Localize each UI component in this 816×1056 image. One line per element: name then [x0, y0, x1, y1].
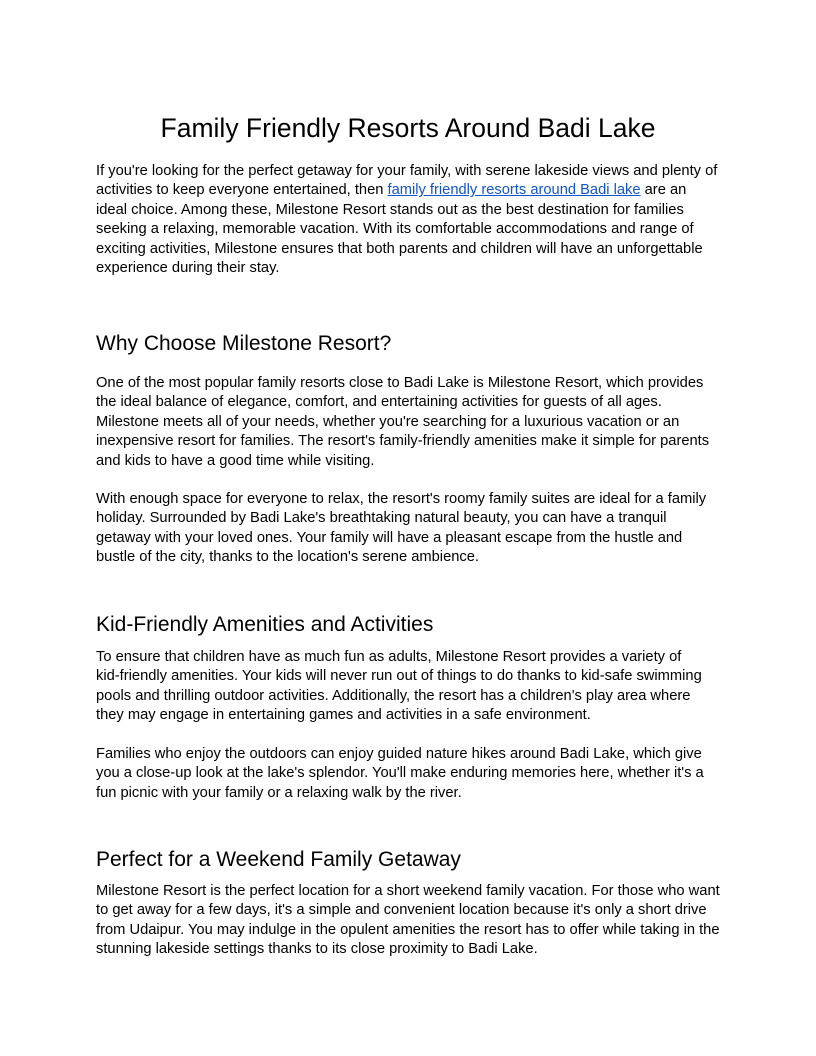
intro-paragraph — [96, 162, 736, 278]
text-line: and kids to have a good time while visiting. — [96, 452, 375, 469]
text-line: exciting activities, Milestone ensures that both parents and children will have an unforgettable — [96, 240, 703, 257]
text-line: pools and thrilling outdoor activities. Additionally, the resort has a children's play area where — [96, 687, 691, 704]
text-line: from Udaipur. You may indulge in the opulent amenities the resort has to offer while taking in the — [96, 921, 720, 938]
paragraph — [96, 374, 736, 471]
text-line: If you're looking for the perfect getaway for your family, with serene lakeside views and plenty of — [96, 163, 718, 179]
text-line: Milestone Resort is the perfect location for a short weekend family vacation. For those who want — [96, 883, 720, 899]
text-line: Milestone meets all of your needs, whether you're searching for a luxurious vacation or an — [96, 413, 680, 430]
text-line: inexpensive resort for families. The resort's family-friendly amenities make it simple for parents — [96, 433, 710, 450]
resorts-link[interactable]: family friendly resorts around Badi lake — [387, 182, 641, 199]
section-heading: Kid-Friendly Amenities and Activities — [96, 613, 434, 636]
text-line: One of the most popular family resorts close to Badi Lake is Milestone Resort, which provides — [96, 375, 704, 391]
text-line: to get away for a few days, it's a simple and convenient location because it's only a short drive — [96, 902, 707, 919]
text-line: you a close-up look at the lake's splendor. You'll make enduring memories here, whether it's a — [96, 765, 704, 782]
paragraph — [96, 648, 736, 726]
text-line: seeking a relaxing, memorable vacation. With its comfortable accommodations and range of — [96, 221, 694, 238]
text-line: bustle of the city, thanks to the location's serene ambience. — [96, 549, 479, 566]
section-heading: Perfect for a Weekend Family Getaway — [96, 848, 461, 871]
text-line: fun picnic with your family or a relaxing walk by the river. — [96, 784, 462, 801]
text-line: they may engage in entertaining games and activities in a safe environment. — [96, 707, 591, 724]
paragraph — [96, 490, 736, 568]
text-line: kid-friendly amenities. Your kids will never run out of things to do thanks to kid-safe swimming — [96, 668, 702, 685]
text-line: experience during their stay. — [96, 260, 280, 277]
text-line: Families who enjoy the outdoors can enjoy guided nature hikes around Badi Lake, which give — [96, 746, 702, 762]
text: activities to keep everyone entertained, then — [96, 182, 388, 199]
section-heading: Why Choose Milestone Resort? — [96, 332, 392, 355]
text-line: To ensure that children have as much fun as adults, Milestone Resort provides a variety of — [96, 649, 682, 665]
text-line: stunning lakeside settings thanks to its close proximity to Badi Lake. — [96, 941, 538, 958]
text-line: ideal choice. Among these, Milestone Resort stands out as the best destination for families — [96, 201, 684, 218]
page-title: Family Friendly Resorts Around Badi Lake — [160, 113, 656, 143]
text-line: getaway with your loved ones. Your family will have a pleasant escape from the hustle and — [96, 529, 683, 546]
text-line: With enough space for everyone to relax, the resort's roomy family suites are ideal for a family — [96, 491, 707, 507]
paragraph — [96, 745, 736, 803]
text: are an — [640, 182, 687, 199]
text-line: holiday. Surrounded by Badi Lake's breathtaking natural beauty, you can have a tranquil — [96, 510, 667, 527]
text-line — [96, 181, 736, 200]
text-line: the ideal balance of elegance, comfort, and entertaining activities for guests of all ages. — [96, 394, 662, 411]
paragraph — [96, 882, 736, 960]
